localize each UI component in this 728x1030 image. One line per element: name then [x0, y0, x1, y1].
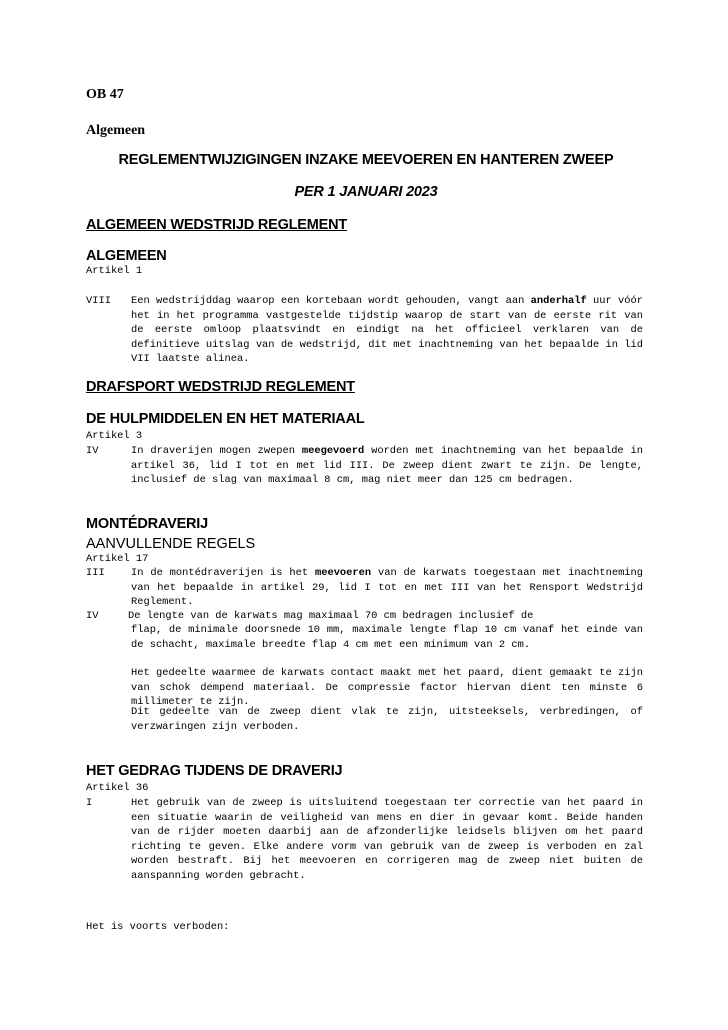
document-category: Algemeen	[86, 123, 146, 138]
article-label: Artikel 1	[86, 265, 143, 277]
paragraph-text: In de montédraverijen is het meevoeren van de karwats toegestaan met inachtneming van het bepaalde in artikel 29, lid I tot en met III van het Rensport Wedstrijd Reglement.	[131, 567, 644, 608]
paragraph-number: I	[86, 797, 93, 809]
closing-line: Het is voorts verboden:	[86, 921, 230, 933]
paragraph-text: In draverijen mogen zwepen meegevoerd worden met inachtneming van het bepaalde in artikel 36, lid I tot en met lid III. De zweep dient zwart te zijn. De lengte, inclusief de slag van maximaal 8 cm, mag niet meer dan 125 cm bedragen.	[131, 445, 643, 486]
subsection-heading-aanvullende-regels: AANVULLENDE REGELS	[86, 536, 256, 552]
paragraph-text: Dit gedeelte van de zweep dient vlak te zijn, uitsteeksels, verbredingen, of verzwaringen zijn verboden.	[131, 706, 643, 733]
document-code: OB 47	[86, 87, 124, 102]
article-label: Artikel 17	[86, 553, 149, 565]
article-label: Artikel 36	[86, 782, 149, 794]
paragraph-number: VIII	[86, 295, 111, 307]
paragraph-number: IV	[86, 445, 99, 457]
section-heading-gedrag: HET GEDRAG TIJDENS DE DRAVERIJ	[86, 763, 343, 779]
section-heading-awr: ALGEMEEN WEDSTRIJD REGLEMENT	[86, 217, 348, 233]
section-heading-dwr: DRAFSPORT WEDSTRIJD REGLEMENT	[86, 379, 355, 395]
paragraph-number: IV	[86, 610, 99, 622]
subsection-heading-hulpmiddelen: DE HULPMIDDELEN EN HET MATERIAAL	[86, 411, 365, 427]
paragraph-text: Een wedstrijddag waarop een kortebaan wordt gehouden, vangt aan anderhalf uur vóór het in het programma vastgestelde tijdstip waarop de start van de eerste rit van de eerste omloop plaatsvindt en eindigt na het officieel verklaren van de definitieve uitslag van de wedstrijd, dit met inachtneming van het bepaalde in lid VII laatste alinea.	[131, 295, 643, 365]
document-title: REGLEMENTWIJZIGINGEN INZAKE MEEVOEREN EN HANTEREN ZWEEP	[118, 152, 614, 168]
subsection-heading-algemeen: ALGEMEEN	[86, 248, 167, 264]
paragraph-text: De lengte van de karwats mag maximaal 70 cm bedragen inclusief de	[128, 610, 534, 622]
paragraph-number: III	[86, 567, 105, 579]
article-label: Artikel 3	[86, 430, 143, 442]
paragraph-text: Het gebruik van de zweep is uitsluitend toegestaan ter correctie van het paard in een situatie waarin de veiligheid van mens en dier in gevaar komt. Beide handen van de rijder moeten daarbij aan de afzonderlijke leidsels blijven om het paard richting te geven. Elke andere vorm van gebruik van de zweep is verboden en zal worden bestraft. Bij het meevoeren en corrigeren mag de zweep niet buiten de aanspanning worden gebracht.	[131, 797, 643, 882]
document-subtitle: PER 1 JANUARI 2023	[294, 184, 438, 200]
paragraph-text: Het gedeelte waarmee de karwats contact maakt met het paard, dient gemaakt te zijn van schok dempend materiaal. De compressie factor hiervan dient ten minste 6 millimeter te zijn.	[131, 667, 643, 708]
paragraph-text: flap, de minimale doorsnede 10 mm, maximale lengte flap 10 cm vanaf het einde van de schacht, maximale breedte flap 4 cm met een minimum van 2 cm.	[131, 624, 643, 651]
section-heading-montedraverij: MONTÉDRAVERIJ	[86, 516, 209, 532]
